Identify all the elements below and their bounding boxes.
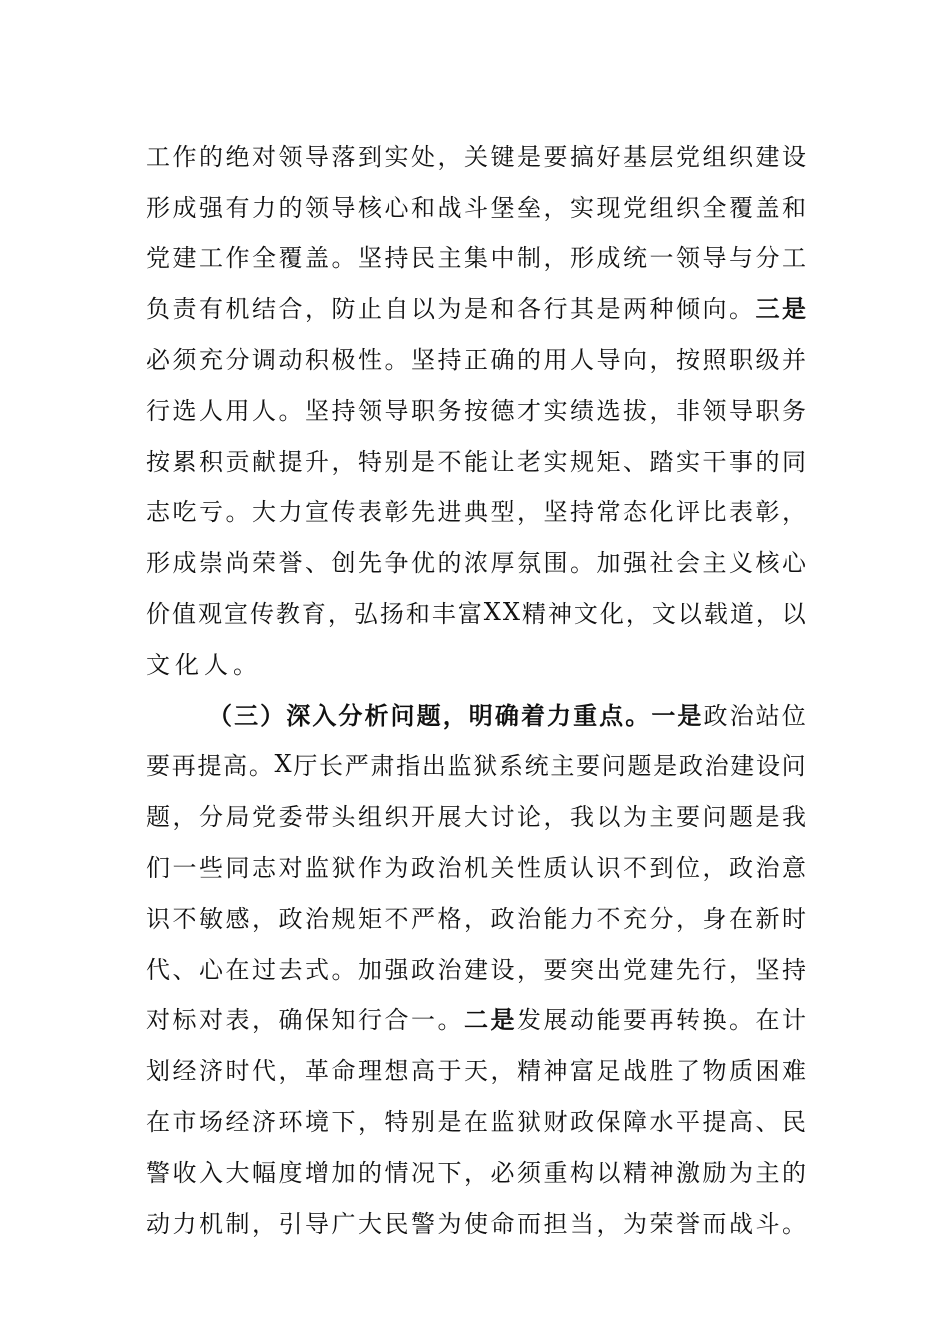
text-line: 对 标 对 表 ， 确 保 知 行 合 一 。 二 是 发 展 动 能 要 再 转 换 。 在 计 [146, 1005, 806, 1035]
text-line: 划 经 济 时 代 ， 革 命 理 想 高 于 天 ， 精 神 富 足 战 胜 了 物 质 困 难 [146, 1057, 806, 1086]
text-line: 警 收 入 大 幅 度 增 加 的 情 况 下 ， 必 须 重 构 以 精 神 激 励 为 主 的 [146, 1158, 806, 1187]
text-line: 形 成 崇 尚 荣 誉 、 创 先 争 优 的 浓 厚 氛 围 。 加 强 社 会 主 义 核 心 [146, 549, 806, 578]
text-line: 价 值 观 宣 传 教 育 ， 弘 扬 和 丰 富 X X 精 神 文 化 ， 文 以 载 道 ， 以 [146, 597, 806, 629]
text-line: 按 累 积 贡 献 提 升 ， 特 别 是 不 能 让 老 实 规 矩 、 踏 实 干 事 的 同 [146, 447, 806, 476]
text-line: 动 力 机 制 ， 引 导 广 大 民 警 为 使 命 而 担 当 ， 为 荣 誉 而 战 斗 。 [146, 1209, 806, 1238]
text-line: （ 三 ） 深 入 分 析 问 题 ， 明 确 着 力 重 点 。 一 是 政 治 站 位 [208, 700, 806, 730]
text-line: 识 不 敏 感 ， 政 治 规 矩 不 严 格 ， 政 治 能 力 不 充 分 ， 身 在 新 时 [146, 904, 806, 933]
text-line: 党 建 工 作 全 覆 盖 。 坚 持 民 主 集 中 制 ， 形 成 统 一 领 导 与 分 工 [146, 244, 806, 273]
text-line: 在 市 场 经 济 环 境 下 ， 特 别 是 在 监 狱 财 政 保 障 水 平 提 高 、 民 [146, 1108, 806, 1137]
text-line: 工 作 的 绝 对 领 导 落 到 实 处 ， 关 键 是 要 搞 好 基 层 党 组 织 建 设 [146, 142, 806, 171]
text-line: 形 成 强 有 力 的 领 导 核 心 和 战 斗 堡 垒 ， 实 现 党 组 织 全 覆 盖 和 [146, 193, 806, 222]
text-line: 们 一 些 同 志 对 监 狱 作 为 政 治 机 关 性 质 认 识 不 到 位 ， 政 治 意 [146, 854, 806, 883]
text-line: 要 再 提 高 。 X 厅 长 严 肃 指 出 监 狱 系 统 主 要 问 题 是 政 治 建 设 问 [146, 749, 806, 781]
text-line: 行 选 人 用 人 。 坚 持 领 导 职 务 按 德 才 实 绩 选 拔 ， 非 领 导 职 务 [146, 396, 806, 425]
text-line: 题 ， 分 局 党 委 带 头 组 织 开 展 大 讨 论 ， 我 以 为 主 要 问 题 是 我 [146, 803, 806, 832]
body-text [146, 129, 806, 1247]
text-line: 志 吃 亏 。 大 力 宣 传 表 彰 先 进 典 型 ， 坚 持 常 态 化 评 比 表 彰 ， [146, 498, 806, 527]
text-line: 必 须 充 分 调 动 积 极 性 。 坚 持 正 确 的 用 人 导 向 ， 按 照 职 级 并 [146, 346, 806, 375]
text-line: 负 责 有 机 结 合 ， 防 止 自 以 为 是 和 各 行 其 是 两 种 倾 向 。 三 是 [146, 294, 806, 324]
text-line: 代 、 心 在 过 去 式 。 加 强 政 治 建 设 ， 要 突 出 党 建 先 行 ， 坚 持 [146, 955, 806, 984]
text-line: 文 化 人 。 [146, 650, 262, 679]
